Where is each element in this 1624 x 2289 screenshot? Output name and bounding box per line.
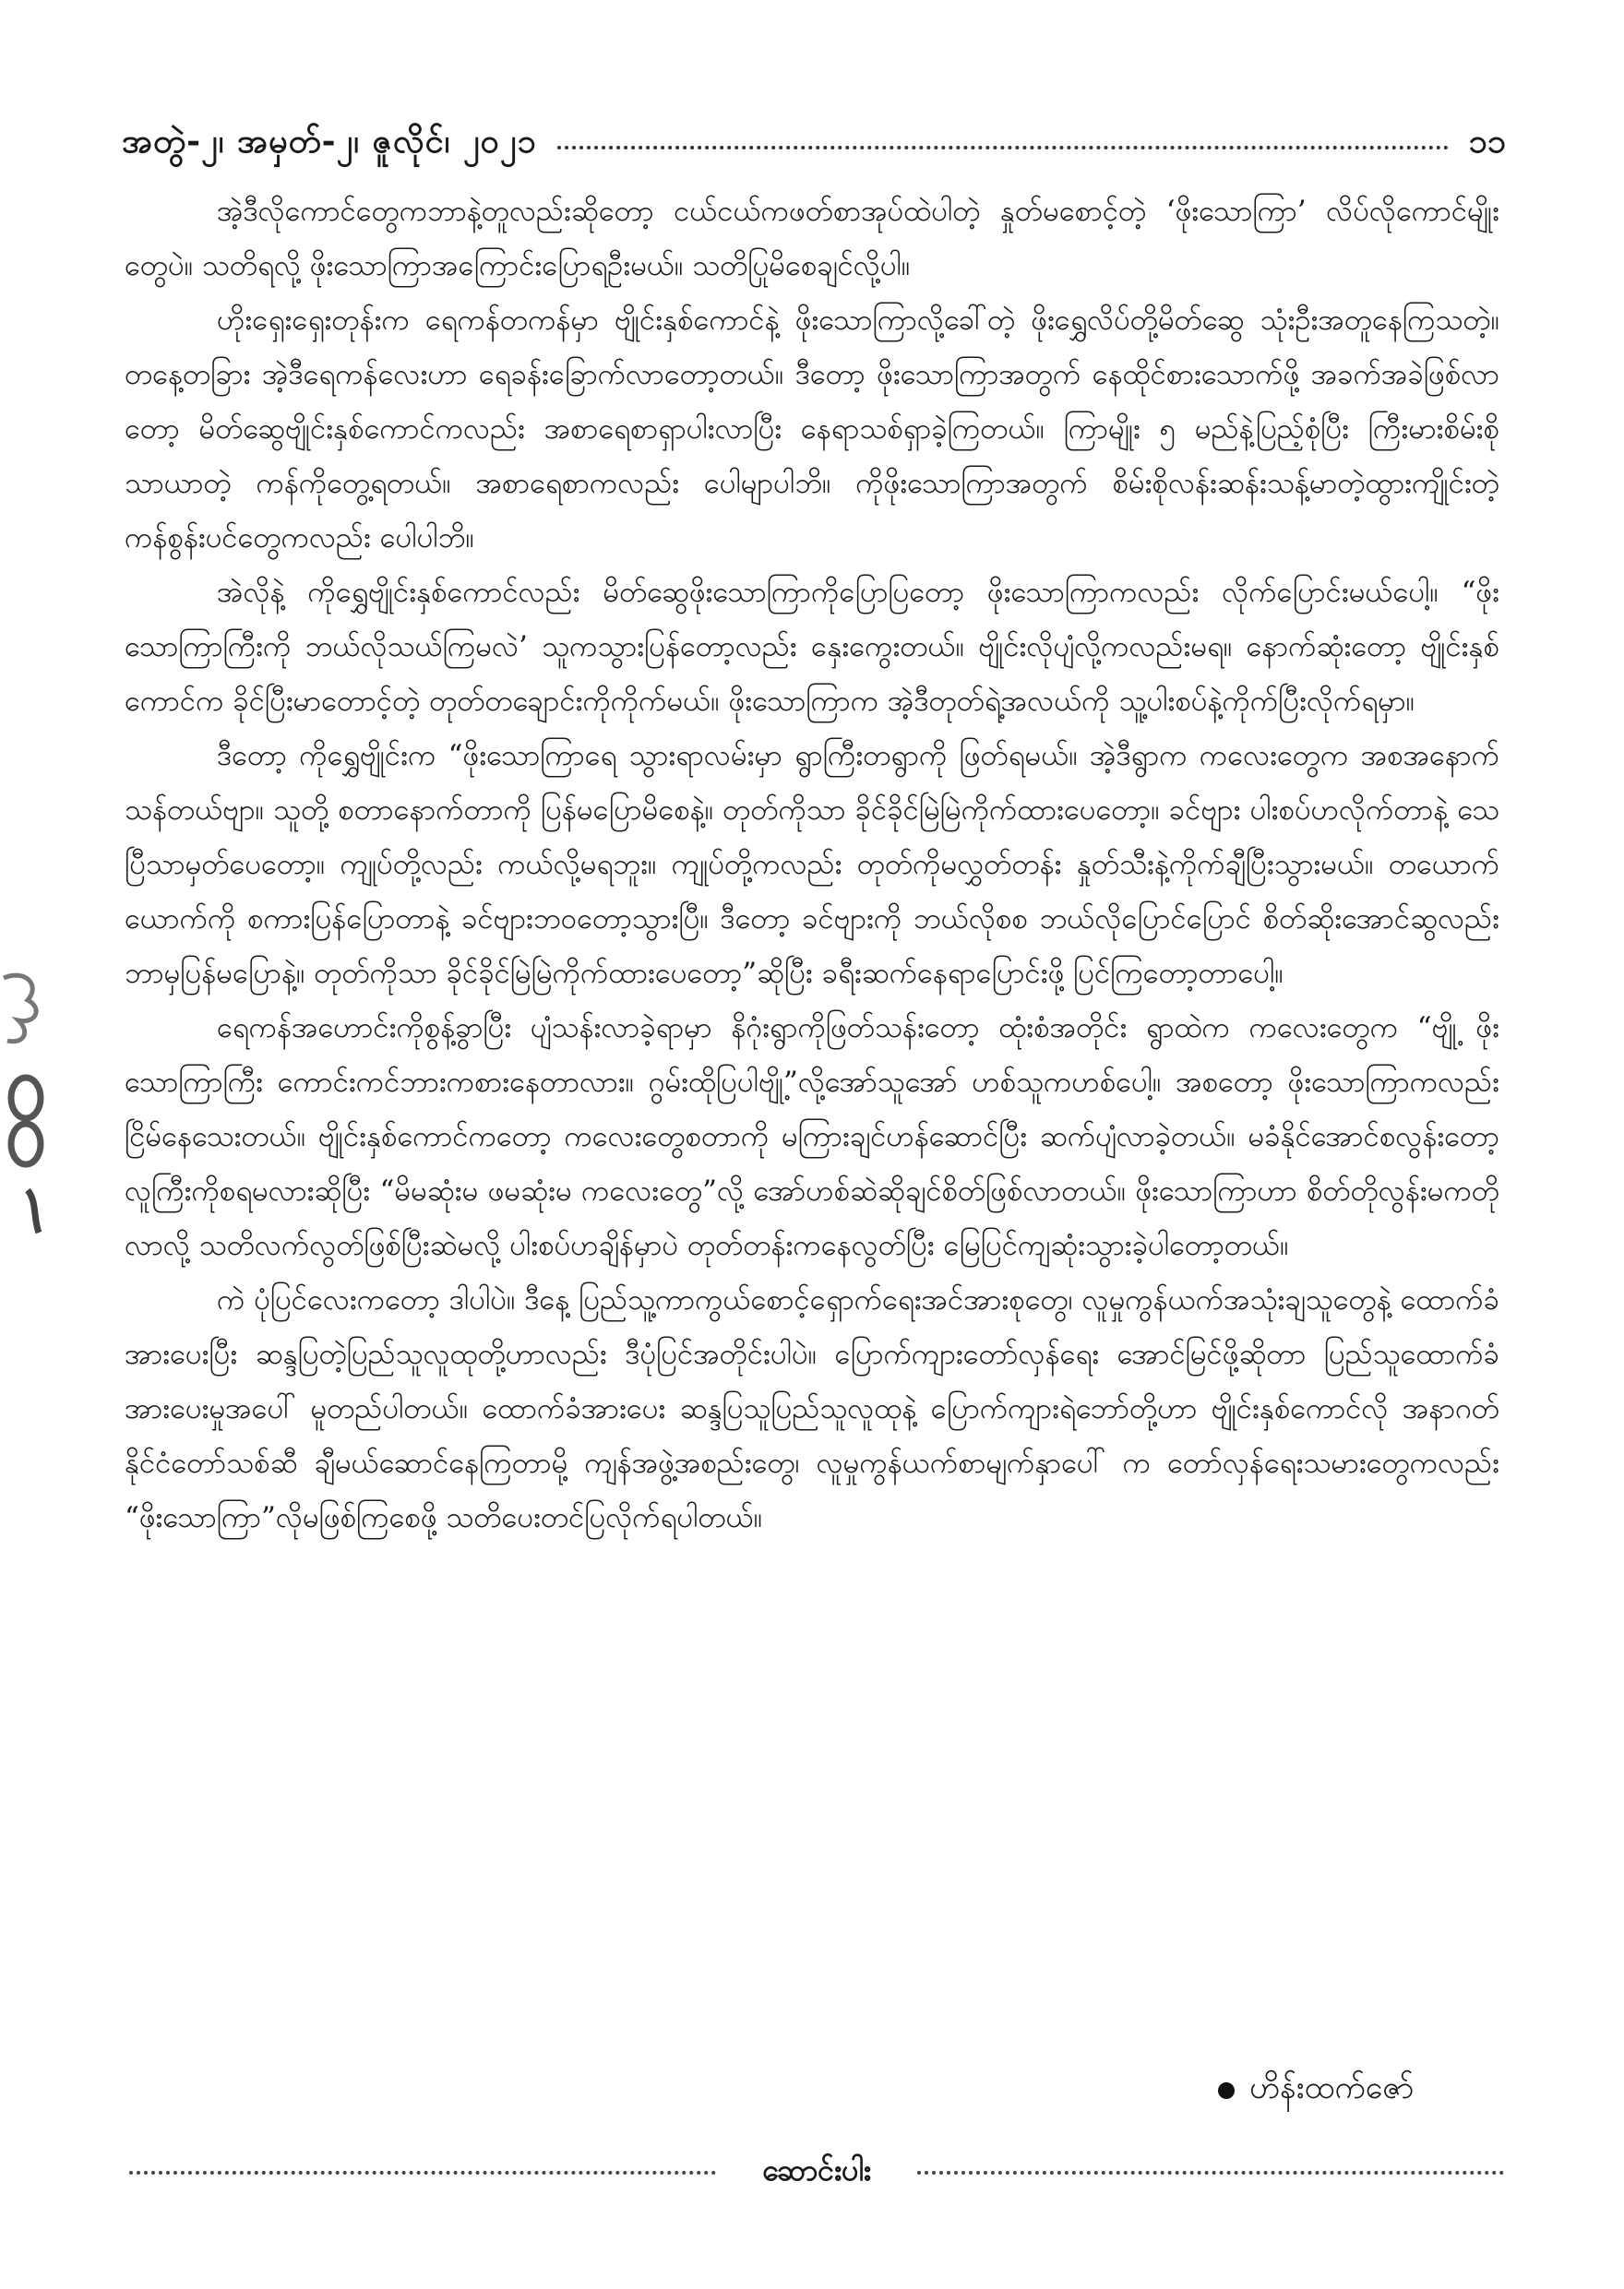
edge-ornament-icon: [0, 960, 55, 1236]
page-number: ၁၁: [1468, 122, 1506, 161]
page-header: [122, 118, 1506, 170]
paragraph: ဒီတော့ ကိုရွှေဗျိုင်းက “ဖိုးသောကြာရေ သွားရာလမ်းမှာ ရွာကြီးတရွာကို ဖြတ်ရမယ်။ အဲ့ဒီရွာက ကလေးတွေက အစအနောက်သန်တယ်ဗျာ။ သူတို့ စတာနောက်တာကို ပြန်မပြောမိစေနဲ့။ တုတ်ကိုသာ ခိုင်ခိုင်မြဲမြဲကိုက်ထားပေတော့။ ခင်ဗျား ပါးစပ်ဟလိုက်တာနဲ့ သေပြီသာမှတ်ပေတော့။ ကျုပ်တို့လည်း ကယ်လို့မရဘူး။ ကျုပ်တို့ကလည်း တုတ်ကိုမလွှတ်တန်း နှုတ်သီးနဲ့ကိုက်ချီပြီးသွားမယ်။ တယောက်ယောက်ကို စကားပြန်ပြောတာနဲ့ ခင်ဗျားဘဝတော့သွားပြီ။ ဒီတော့ ခင်ဗျားကို ဘယ်လိုစစ ဘယ်လိုပြောင်ပြောင် စိတ်ဆိုးအောင်ဆွလည်း ဘာမှပြန်မပြောနဲ့။ တုတ်ကိုသာ ခိုင်ခိုင်မြဲမြဲကိုက်ထားပေတော့”ဆိုပြီး ခရီးဆက်နေရာပြောင်းဖို့ ပြင်ကြတော့တာပေါ့။: [125, 739, 1499, 990]
header-dotted-rule: [557, 146, 1449, 149]
footer-dotted-rule-right: [917, 2171, 1504, 2175]
paragraph: ဟိုးရှေးရှေးတုန်းက ရေကန်တကန်မှာ ဗျိုင်းနှစ်ကောင်နဲ့ ဖိုးသောကြာလို့ခေါ်တဲ့ ဖိုးရွှေလိပ်တို့မိတ်ဆွေ သုံးဦးအတူနေကြသတဲ့။ တနေ့တခြား အဲ့ဒီရေကန်လေးဟာ ရေခန်းခြောက်လာတော့တယ်။ ဒီတော့ ဖိုးသောကြာအတွက် နေထိုင်စားသောက်ဖို့ အခက်အခဲဖြစ်လာတော့ မိတ်ဆွေဗျိုင်းနှစ်ကောင်ကလည်း အစာရေစာရှာပါးလာပြီး နေရာသစ်ရှာခဲ့ကြတယ်။ ကြာမျိုး ၅ မည်နဲ့ပြည့်စုံပြီး ကြီးမားစိမ်းစိုသာယာတဲ့ ကန်ကိုတွေ့ရတယ်။ အစာရေစာကလည်း ပေါမျာပါဘိ။ ကိုဖိုးသောကြာအတွက် စိမ်းစိုလန်းဆန်းသန့်မာတဲ့ထွားကျိုင်းတဲ့ ကန်စွန်းပင်တွေကလည်း ပေါပါဘိ။: [125, 304, 1499, 554]
paragraph: ရေကန်အဟောင်းကိုစွန့်ခွာပြီး ပျံသန်းလာခဲ့ရာမှာ နိဂုံးရွာကိုဖြတ်သန်းတော့ ထုံးစံအတိုင်း ရွာထဲက ကလေးတွေက “ဗျို့ ဖိုးသောကြာကြီး ကောင်းကင်ဘားကစားနေတာလား။ ဂွမ်းထိုပြပါဗျို့”လို့အော်သူအော် ဟစ်သူကဟစ်ပေါ့။ အစတော့ ဖိုးသောကြာကလည်း ငြိမ်နေသေးတယ်။ ဗျိုင်းနှစ်ကောင်ကတော့ ကလေးတွေစတာကို မကြားချင်ဟန်ဆောင်ပြီး ဆက်ပျံလာခဲ့တယ်။ မခံနိုင်အောင်စလွန်းတော့ လူကြီးကိုစရမလားဆိုပြီး “မိမဆုံးမ ဖမဆုံးမ ကလေးတွေ”လို့ အော်ဟစ်ဆဲဆိုချင်စိတ်ဖြစ်လာတယ်။ ဖိုးသောကြာဟာ စိတ်တိုလွန်းမကတို လာလို့ သတိလက်လွတ်ဖြစ်ပြီးဆဲမလို့ ပါးစပ်ဟချိန်မှာပဲ တုတ်တန်းကနေလွတ်ပြီး မြေပြင်ကျဆုံးသွားခဲ့ပါတော့တယ်။: [125, 1011, 1499, 1262]
author-signature: [1218, 2067, 1513, 2114]
running-title: အတွဲ-၂၊ အမှတ်-၂၊ ဇူလိုင်၊ ၂၀၂၁: [122, 122, 537, 161]
paragraph: အဲ့ဒီလိုကောင်တွေကဘာနဲ့တူလည်းဆိုတော့ ငယ်ငယ်ကဖတ်စာအုပ်ထဲပါတဲ့ နှုတ်မစောင့်တဲ့ ‘ဖိုးသောကြာ’ လိပ်လိုကောင်မျိုးတွေပဲ။ သတိရလို့ ဖိုးသောကြာအကြောင်းပြောရဦးမယ်။ သတိပြုမိစေချင်လို့ပါ။: [125, 195, 1499, 282]
page-footer: [129, 2150, 1504, 2196]
bullet-icon: [1218, 2082, 1235, 2099]
author-name: ဟိန်းထက်ဇော်: [1249, 2069, 1415, 2106]
paragraph: ကဲ ပုံပြင်လေးကတော့ ဒါပါပဲ။ ဒီနေ့ ပြည်သူ့ကာကွယ်စောင့်ရှောက်ရေးအင်အားစုတွေ၊ လူမှုကွန်ယက်အသုံးချသူတွေနဲ့ ထောက်ခံအားပေးပြီး ဆန္ဒပြတဲ့ပြည်သူလူထုတို့ဟာလည်း ဒီပုံပြင်အတိုင်းပါပဲ။ ပြောက်ကျားတော်လှန်ရေး အောင်မြင်ဖို့ဆိုတာ ပြည်သူထောက်ခံအားပေးမှုအပေါ် မူတည်ပါတယ်။ ထောက်ခံအားပေး ဆန္ဒပြသူပြည်သူလူထုနဲ့ ပြောက်ကျားရဲဘော်တို့ဟာ ဗျိုင်းနှစ်ကောင်လို အနာဂတ်နိုင်ငံတော်သစ်ဆီ ချီမယ်ဆောင်နေကြတာမို့ ကျန်အဖွဲ့အစည်းတွေ၊ လူမှုကွန်ယက်စာမျက်နှာပေါ် က တော်လှန်ရေးသမားတွေကလည်း “ဖိုးသောကြာ”လိုမဖြစ်ကြစေဖို့ သတိပေးတင်ပြလိုက်ရပါတယ်။: [125, 1283, 1499, 1534]
article-body: [125, 185, 1499, 1545]
footer-dotted-rule-left: [129, 2171, 716, 2175]
paragraph: အဲလိုနဲ့ ကိုရွှေဗျိုင်းနှစ်ကောင်လည်း မိတ်ဆွေဖိုးသောကြာကိုပြောပြတော့ ဖိုးသောကြာကလည်း လိုက်ပြောင်းမယ်ပေါ့။ “ဖိုးသောကြာကြီးကို ဘယ်လိုသယ်ကြမလဲ’ သူကသွားပြန်တော့လည်း နှေးကွေးတယ်။ ဗျိုင်းလိုပျံလို့ကလည်းမရ။ နောက်ဆုံးတော့ ဗျိုင်းနှစ်ကောင်က ခိုင်ပြီးမာတောင့်တဲ့ တုတ်တချောင်းကိုကိုက်မယ်။ ဖိုးသောကြာက အဲ့ဒီတုတ်ရဲ့အလယ်ကို သူ့ပါးစပ်နဲ့ကိုက်ပြီးလိုက်ရမှာ။: [125, 576, 1499, 718]
section-label: ဆောင်းပါး: [762, 2152, 871, 2188]
